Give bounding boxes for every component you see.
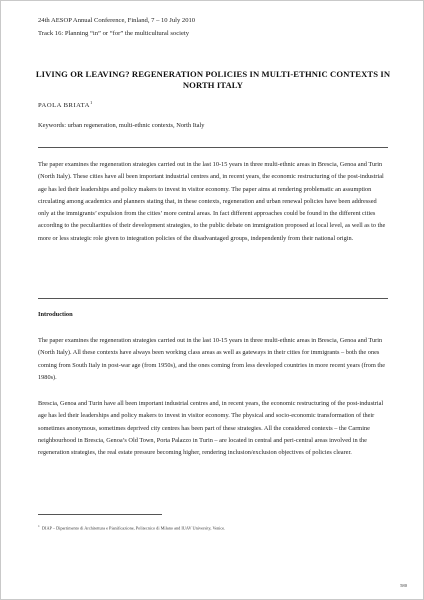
abstract-top-rule: [38, 147, 388, 148]
page-number: 580: [400, 583, 407, 588]
abstract-paragraph: The paper examines the regeneration strategies carried out in the last 10-15 years in three multi-ethnic areas in Brescia, Genoa and Turin (North Italy). These cities have all been important industrial centres and, in recent years, the economic restructuring of the post-industrial age has led their leaderships and policy makers to invest in visitor economy. The paper aims at rendering problematic an assumption circulating among academics and planners stating that, in these contexts, regeneration and urban renewal policies have been addressed only at the immigrants’ expulsion from the cities’ more central areas. In fact different approaches could be found in the different cities according to the peculiarities of their development strategies, to the public debate on immigration proposed at local level, as well as to the more or less strategic role given to integration policies of the disadvantaged groups, independently from their national origin.: [38, 161, 386, 242]
introduction-heading: Introduction: [38, 311, 73, 318]
author-line: [38, 100, 92, 109]
footnote: [38, 524, 225, 530]
footnote-text: DIAP – Dipartimento di Architettura e Pianificazione, Politecnico di Milano and IUAV University, Venice.: [41, 525, 226, 531]
author-name: PAOLA BRIATA: [38, 102, 90, 110]
footnote-mark: 1: [38, 524, 40, 528]
author-footnote-mark: 1: [89, 100, 93, 105]
track-header: Track 16: Planning “in” or “for” the multicultural society: [38, 30, 190, 37]
abstract-bottom-rule: [38, 298, 388, 299]
introduction-paragraph-2: Brescia, Genoa and Turin have all been important industrial centres and, in recent years, the economic restructuring of the post-industrial age has led their leaderships and policy makers to invest in visitor economy. The physical and socio-economic transformation of their sometimes anonymous, sometimes deprived city centres has been part of these strategies. All the considered contexts – the Carmine neighbourhood in Brescia, Genoa’s Old Town, Porta Palazzo in Turin – are located in central and peri-central areas involved in the regeneration strategies, the real estate pressure becoming higher, rendering inclusion/exclusion objectives of policies clearer.: [38, 400, 384, 457]
introduction-paragraph-1: The paper examines the regeneration strategies carried out in the last 10-15 years in three multi-ethnic areas in Brescia, Genoa and Turin (North Italy). All these contexts have always been working class areas as well as gateways in their cities for immigrants – both the ones coming from South Italy in post-war age (from 1950s), and the ones coming from less developed countries in more recent years (from the 1980s).: [38, 337, 386, 381]
conference-header: 24th AESOP Annual Conference, Finland, 7 – 10 July 2010: [38, 17, 196, 24]
paper-title: LIVING OR LEAVING? REGENERATION POLICIES IN MULTI-ETHNIC CONTEXTS IN NORTH ITALY: [35, 69, 391, 90]
keywords-line: Keywords: urban regeneration, multi-ethnic contexts, North Italy: [38, 122, 205, 129]
footnote-separator: [38, 514, 162, 515]
